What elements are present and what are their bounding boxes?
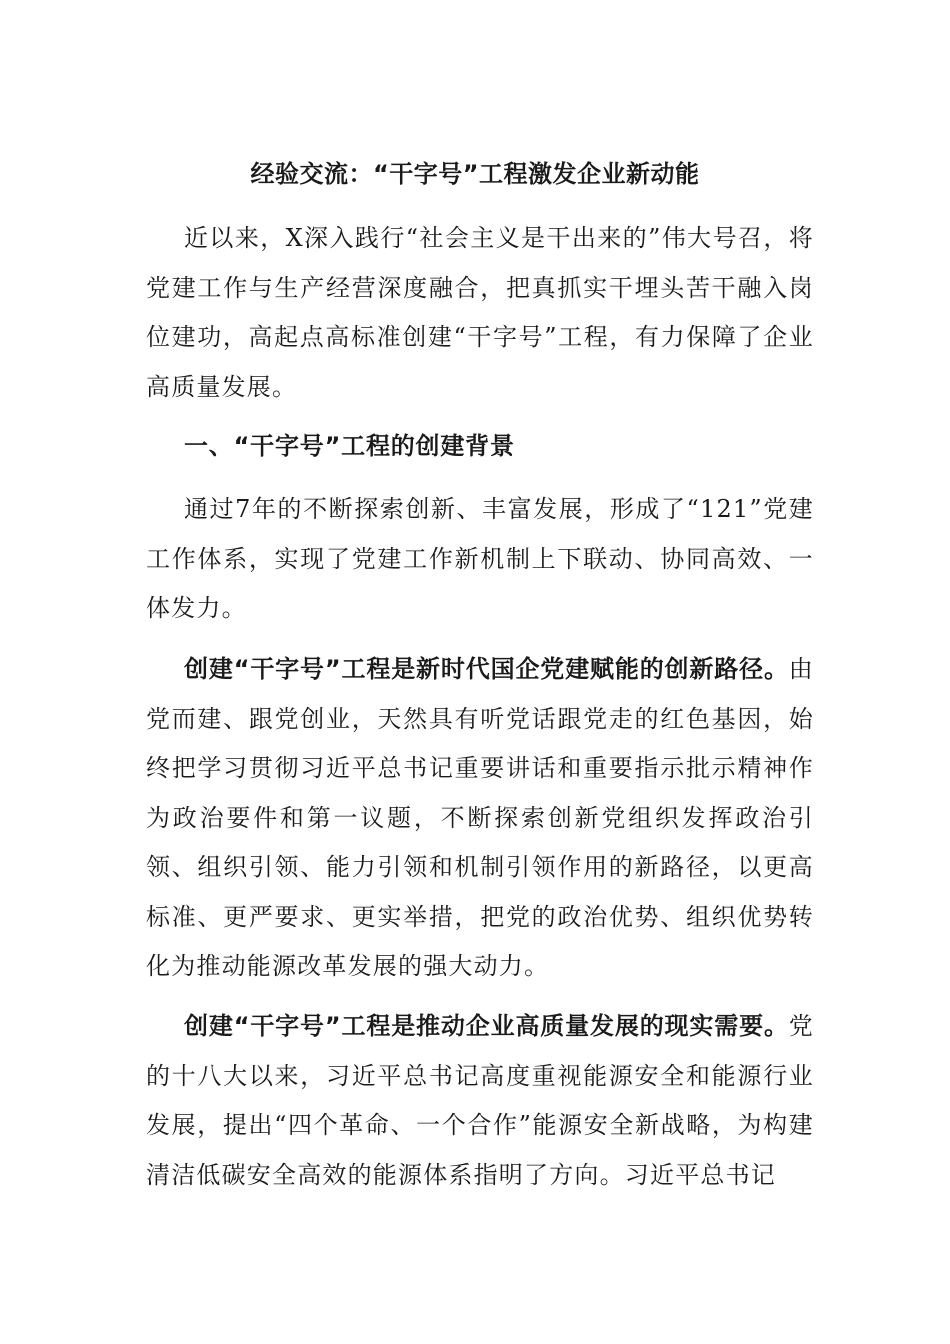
- body-paragraph: [146, 645, 814, 992]
- paragraph-lead-sentence: 创建“干字号”工程是推动企业高质量发展的现实需要。: [184, 1012, 789, 1040]
- body-paragraph: 通过7年的不断探索创新、丰富发展，形成了“121”党建工作体系，实现了党建工作新机制上下联动、协同高效、一体发力。: [146, 495, 814, 622]
- paragraph-lead-sentence: 创建“干字号”工程是新时代国企党建赋能的创新路径。: [184, 655, 789, 683]
- section-heading: 一、“干字号”工程的创建背景: [184, 432, 515, 460]
- intro-paragraph: 近以来，X深入践行“社会主义是干出来的”伟大号召，将党建工作与生产经营深度融合，把真抓实干埋头苦干融入岗位建功，高起点高标准创建“干字号”工程，有力保障了企业高质量发展。: [146, 224, 814, 401]
- body-paragraph: [146, 1002, 814, 1200]
- document-title: 经验交流：“干字号”工程激发企业新动能: [250, 160, 700, 188]
- paragraph-body-text: 由党而建、跟党创业，天然具有听党话跟党走的红色基因，始终把学习贯彻习近平总书记重要讲话和重要指示批示精神作为政治要件和第一议题，不断探索创新党组织发挥政治引领、组织引领、能力引领和机制引领作用的新路径，以更高标准、更严要求、更实举措，把党的政治优势、组织优势转化为推动能源改革发展的强大动力。: [146, 655, 814, 980]
- paragraph-body-text: 党的十八大以来，习近平总书记高度重视能源安全和能源行业发展，提出“四个革命、一个合作”能源安全新战略，为构建清洁低碳安全高效的能源体系指明了方向。习近平总书记: [146, 1012, 814, 1189]
